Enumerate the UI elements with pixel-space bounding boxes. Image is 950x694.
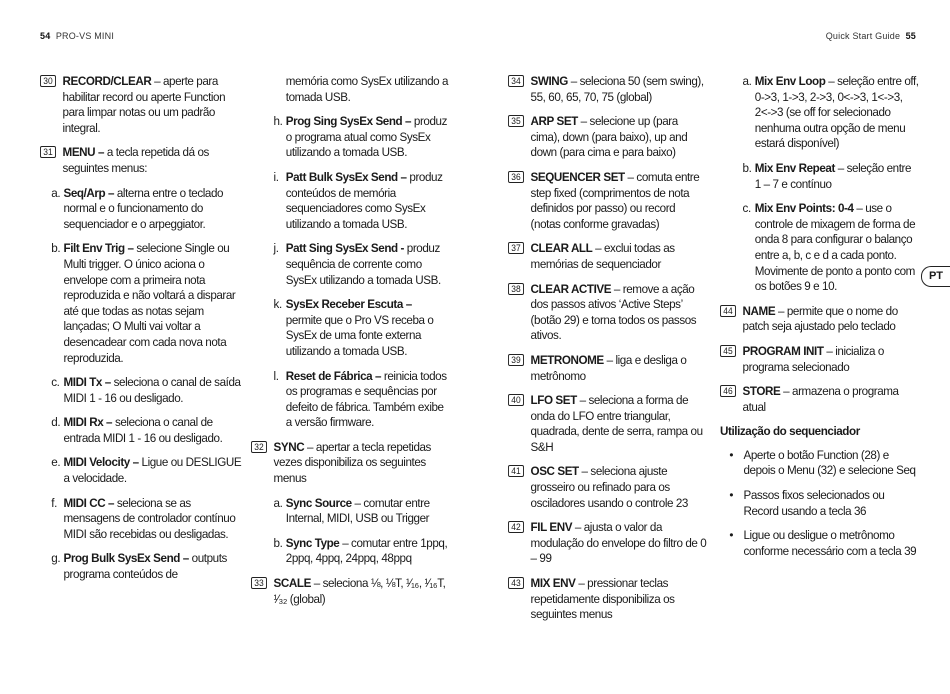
sub-letter: i. <box>273 169 279 184</box>
sub-text: – comutar entre 1ppq, 2ppq, 4ppq, 24ppq, 48ppq <box>285 535 448 566</box>
item-title: NAME <box>742 303 776 318</box>
sub-title: SysEx Receber Escuta – <box>285 297 412 312</box>
sub-text: reinicia todos os programas e sequências por defeito de fábrica. Também exibe a versão firmware. <box>285 368 447 430</box>
language-tab-pt: PT <box>921 266 950 287</box>
sub-title: MIDI Rx – <box>63 415 113 430</box>
item-text: – seleciona a forma de onda do LFO entre triangular, quadrada, dente de serra, rampa ou S&H <box>530 393 703 454</box>
sub-text: alterna entre o teclado normal e o funcionamento do sequenciador e o arpeggiator. <box>63 185 224 231</box>
right-page-number: 55 <box>905 31 916 41</box>
item-number: 41 <box>508 465 524 477</box>
item-36-sequencer-set <box>508 170 707 232</box>
sub-title: Reset de Fábrica – <box>285 368 382 383</box>
menu-sub-l-reset-fabrica <box>274 369 449 431</box>
sub-text: produz conteúdos de memória sequenciadores como SysEx utilizando a tomada USB. <box>285 169 443 231</box>
sub-letter: c. <box>742 201 751 216</box>
item-number: 30 <box>40 75 56 87</box>
item-number: 40 <box>508 394 524 406</box>
sub-letter: f. <box>51 495 57 510</box>
item-title: METRONOME <box>530 352 604 367</box>
sub-text: outputs programa conteúdos de <box>63 551 227 582</box>
sub-title: Sync Source <box>285 495 352 510</box>
sub-title: Sync Type <box>285 535 340 550</box>
item-title: OSC SET <box>530 464 579 479</box>
sub-title: Mix Env Repeat <box>754 160 835 175</box>
sync-sub-b-type <box>274 536 449 567</box>
sub-title: MIDI Tx – <box>63 375 111 390</box>
item-number: 39 <box>508 354 524 366</box>
column-1 <box>40 74 249 592</box>
item-text: – seleciona 50 (sem swing), 55, 60, 65, 70, 75 (global) <box>530 74 704 104</box>
item-text: – exclui todas as memórias de sequenciador <box>530 241 675 271</box>
item-text: – selecione up (para cima), down (para baixo), up and down (para cima e para baixo) <box>530 114 688 160</box>
item-title: PROGRAM INIT <box>742 343 824 358</box>
item-number: 36 <box>508 171 524 183</box>
item-text: – seleciona ⅛, ⅛T, ¹⁄₁₆, ¹⁄₁₆T, ¹⁄₃₂ (global) <box>273 576 446 606</box>
column-4 <box>720 74 919 568</box>
item-text: – pressionar teclas repetidamente disponibiliza os seguintes menus <box>530 576 675 622</box>
sub-letter: a. <box>742 74 752 88</box>
sub-letter: h. <box>273 114 283 129</box>
bullet-glyph: • <box>729 488 734 503</box>
item-title: CLEAR ALL <box>530 241 593 256</box>
sub-letter: b. <box>273 535 283 550</box>
item-title: SWING <box>530 74 568 88</box>
item-title: SCALE <box>273 576 311 591</box>
sub-title: Patt Sing SysEx Send - <box>285 241 404 256</box>
item-33-scale <box>251 576 448 607</box>
item-title: LFO SET <box>530 393 577 408</box>
sub-letter: a. <box>273 495 283 510</box>
sub-text-continued: memória como SysEx utilizando a tomada USB. <box>285 74 449 104</box>
menu-sub-g-prog-bulk-sysex <box>51 551 248 582</box>
item-number: 44 <box>720 305 736 317</box>
sub-letter: j. <box>273 241 279 256</box>
mix-env-sub-a-loop <box>743 74 920 152</box>
item-text: – apertar a tecla repetidas vezes disponibiliza os seguintes menus <box>273 439 431 486</box>
section-heading-sequencer: Utilização do sequenciador <box>720 424 860 439</box>
sub-text: seleciona o canal de saída MIDI 1 - 16 ou desligado. <box>63 375 241 405</box>
column-2 <box>251 74 448 616</box>
mix-env-sub-b-repeat <box>743 161 920 192</box>
item-37-clear-all <box>508 241 707 272</box>
item-40-lfo-set <box>508 393 707 455</box>
sub-title: MIDI CC – <box>63 495 115 510</box>
sub-title: Filt Env Trig – <box>63 241 134 256</box>
item-text: – inicializa o programa selecionado <box>742 343 884 374</box>
sub-text: produz sequência de corrente como SysEx utilizando a tomada USB. <box>285 241 441 287</box>
item-number: 32 <box>251 441 267 453</box>
item-43-mix-env <box>508 576 707 623</box>
sub-letter: l. <box>273 368 279 383</box>
sub-title: Prog Bulk SysEx Send – <box>63 551 189 566</box>
menu-sub-e-midi-velocity <box>51 455 248 486</box>
sub-letter: b. <box>742 160 752 175</box>
bullet-item <box>720 488 919 519</box>
menu-sub-b-filt-env-trig <box>51 241 248 366</box>
sub-letter: g. <box>51 551 61 566</box>
sub-text: selecione Single ou Multi trigger. O único aciona o envelope com a primeira nota reproduzida e não voltará a disparar até que todas as notas sejam lançadas; O Multi vai voltar a desencadear com cada nova nota reproduzida. <box>63 241 236 365</box>
item-text: – armazena o programa atual <box>742 384 899 414</box>
item-35-arp-set <box>508 114 707 161</box>
item-title: CLEAR ACTIVE <box>530 281 612 296</box>
item-number: 43 <box>508 577 524 589</box>
menu-sub-j-patt-sing-sysex <box>274 241 449 288</box>
item-41-osc-set <box>508 464 707 511</box>
menu-sub-a-seq-arp <box>51 186 248 233</box>
item-number: 34 <box>508 75 524 87</box>
menu-sub-h-prog-sing-sysex <box>274 114 449 161</box>
item-45-program-init <box>720 344 919 375</box>
left-page-header <box>40 31 114 41</box>
item-number: 42 <box>508 521 524 533</box>
sub-text: permite que o Pro VS receba o SysEx de uma fonte externa utilizando a tomada USB. <box>285 312 434 358</box>
menu-sub-c-midi-tx <box>51 375 248 406</box>
item-number: 45 <box>720 345 736 357</box>
left-page-number: 54 <box>40 31 51 41</box>
mix-env-sub-c-points <box>743 201 920 295</box>
sub-text: – seleção entre off, 0->3, 1->3, 2->3, 0<->3, 1<->3, 2<->3 (se off for selecionado nenhuma outra opção de menu estará disponível) <box>754 74 919 151</box>
item-title: FIL ENV <box>530 520 573 535</box>
bullet-glyph: • <box>729 447 734 462</box>
sub-text: seleciona se as mensagens de controlador contínuo MIDI são recebidas ou desligadas. <box>63 495 236 541</box>
item-number: 38 <box>508 283 524 295</box>
menu-sub-k-sysex-receber <box>274 297 449 359</box>
sub-title: Patt Bulk SysEx Send – <box>285 169 407 184</box>
sub-text: – seleção entre 1 – 7 e contínuo <box>754 160 912 191</box>
item-38-clear-active <box>508 282 707 344</box>
item-text: – liga e desliga o metrônomo <box>530 352 687 383</box>
right-page-header <box>826 31 916 41</box>
item-number: 46 <box>720 385 736 397</box>
sub-text: Ligue ou DESLIGUE a velocidade. <box>63 455 242 486</box>
item-number: 35 <box>508 115 524 127</box>
item-title: MIX ENV <box>530 576 576 591</box>
item-title: ARP SET <box>530 114 578 129</box>
sub-letter: d. <box>51 415 61 430</box>
sub-text: produz o programa atual como SysEx utilizando a tomada USB. <box>285 114 448 160</box>
item-32-sync <box>251 440 448 487</box>
item-text: – aperte para habilitar record ou aperte Function para limpar notas ou um padrão integral. <box>62 74 226 135</box>
left-header-title: PRO-VS MINI <box>55 31 115 41</box>
right-header-title: Quick Start Guide <box>825 31 901 41</box>
bullet-glyph: • <box>729 528 734 543</box>
sub-letter: c. <box>51 375 60 390</box>
bullet-text: Aperte o botão Function (28) e depois o Menu (32) e selecione Seq <box>743 447 916 478</box>
column-3 <box>508 74 707 632</box>
sub-title: Seq/Arp – <box>63 185 115 200</box>
sub-text: – comutar entre Internal, MIDI, USB ou Trigger <box>285 495 430 526</box>
menu-sub-f-midi-cc <box>51 496 248 543</box>
menu-sub-g-continued <box>251 74 448 105</box>
sub-text: – use o controle de mixagem de forma de onda 8 para configurar o balanço entre a, b, c e d a cada ponto. Movimente de ponto a ponto com os botões 9 e 10. <box>754 201 916 294</box>
sub-title: Mix Env Loop <box>754 74 826 88</box>
bullet-item <box>720 528 919 559</box>
item-42-fil-env <box>508 520 707 567</box>
item-number: 37 <box>508 242 524 254</box>
item-title: MENU – <box>62 145 105 160</box>
item-title: SEQUENCER SET <box>530 169 625 184</box>
item-title: RECORD/CLEAR <box>62 74 152 88</box>
item-title: SYNC <box>273 439 305 454</box>
item-number: 31 <box>40 146 56 158</box>
sub-text: seleciona o canal de entrada MIDI 1 - 16 ou desligado. <box>63 415 223 445</box>
item-30-record-clear <box>40 74 249 136</box>
item-text: – seleciona ajuste grosseiro ou refinado para os osciladores usando o controle 23 <box>530 464 688 510</box>
sub-letter: e. <box>51 455 61 470</box>
sub-letter: a. <box>51 185 61 200</box>
bullet-item <box>720 448 919 479</box>
menu-sub-d-midi-rx <box>51 415 248 446</box>
sub-title: Mix Env Points: 0-4 <box>754 201 854 216</box>
sync-sub-a-source <box>274 496 449 527</box>
menu-sub-i-patt-bulk-sysex <box>274 170 449 232</box>
item-46-store <box>720 384 919 415</box>
item-text: a tecla repetida dá os seguintes menus: <box>62 145 209 175</box>
item-text: – permite que o nome do patch seja ajustado pelo teclado <box>742 303 898 334</box>
bullet-text: Ligue ou desligue o metrônomo conforme necessário com a tecla 39 <box>743 528 917 558</box>
sub-title: Prog Sing SysEx Send – <box>285 114 412 129</box>
item-number: 33 <box>251 577 267 589</box>
item-39-metronome <box>508 353 707 384</box>
sub-letter: b. <box>51 241 61 256</box>
item-text: – comuta entre step fixed (comprimentos de nota definidos por passo) ou record (notas conforme gravadas) <box>530 169 700 231</box>
item-31-menu <box>40 145 249 176</box>
item-text: – remove a ação dos passos ativos ‘Active Steps’ (botão 29) e torna todos os passos ativos. <box>530 281 697 343</box>
sub-letter: k. <box>273 297 282 312</box>
item-34-swing <box>508 74 707 105</box>
sub-title: MIDI Velocity – <box>63 455 139 470</box>
item-44-name <box>720 304 919 335</box>
bullet-text: Passos fixos selecionados ou Record usando a tecla 36 <box>743 488 885 518</box>
item-title: STORE <box>742 384 781 399</box>
item-text: – ajusta o valor da modulação do envelope do filtro de 0 – 99 <box>530 520 707 566</box>
